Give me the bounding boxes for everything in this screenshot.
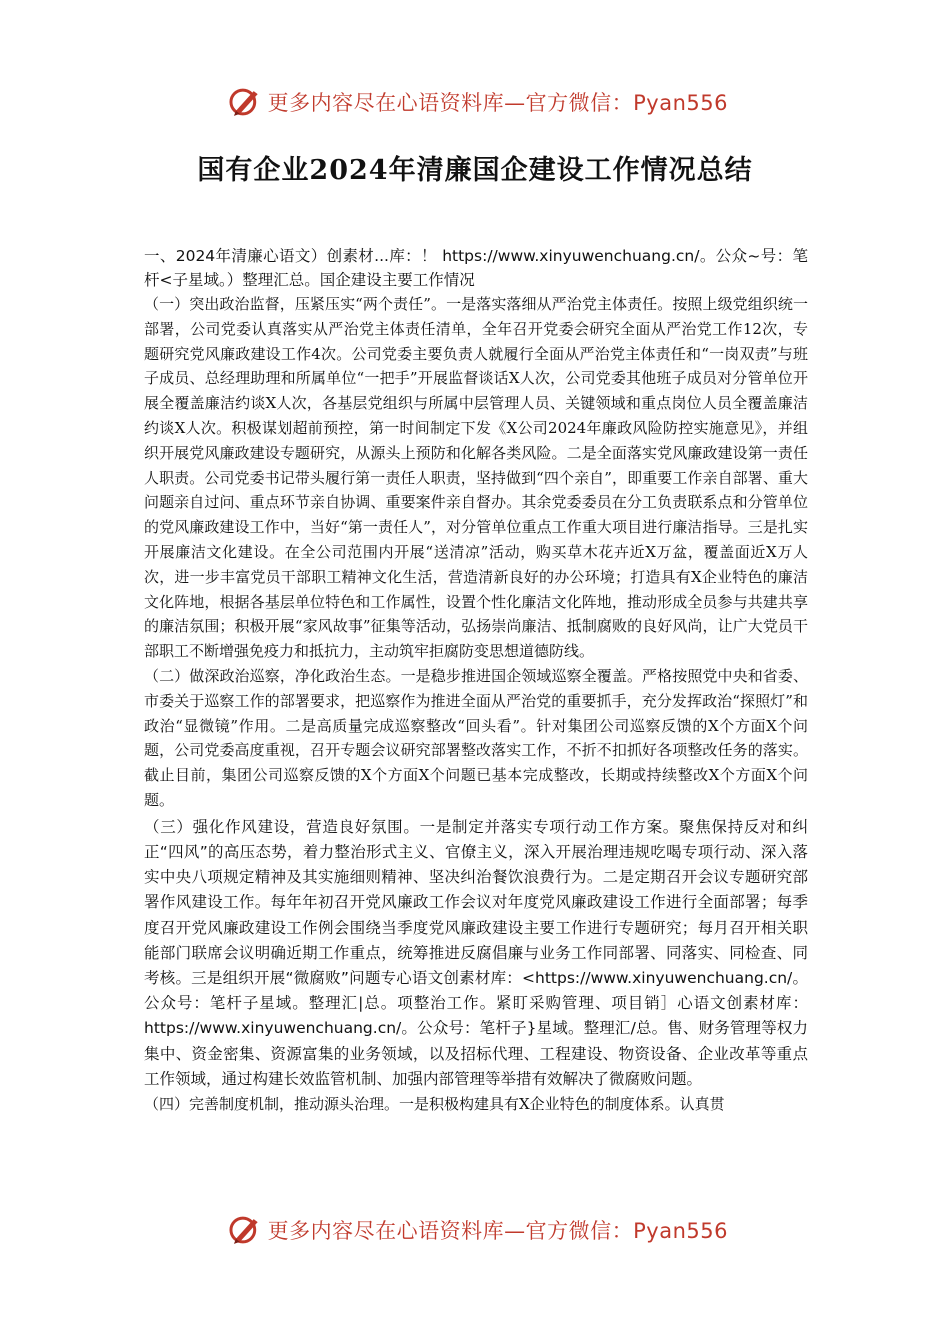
paragraph-1: （一）突出政治监督，压紧压实“两个责任”。一是落实落细从严治党主体责任。按照上级党组织统一部署，公司党委认真落实从严治党主体责任清单，全年召开党委会研究全面从严治党工作12次，专题研究党风廉政建设工作4次。公司党委主要负责人就履行全面从严治党主体责任和“一岗双责”与班子成员、总经理助理和所属单位“一把手”开展监督谈话X人次，公司党委其他班子成员对分管单位开展全覆盖廉洁约谈X人次，各基层党组织与所属中层管理人员、关键领域和重点岗位人员全覆盖廉洁约谈X人次。积极谋划超前预控，第一时间制定下发《X公司2024年廉政风险防控实施意见》，并组织开展党风廉政建设专题研究，从源头上预防和化解各类风险。二是全面落实党风廉政建设第一责任人职责。公司党委书记带头履行第一责任人职责，坚持做到“四个亲自”，即重要工作亲自部署、重大问题亲自过问、重点环节亲自协调、重要案件亲自督办。其余党委委员在分工负责联系点和分管单位的党风廉政建设工作中，当好“第一责任人”，对分管单位重点工作重大项目进行廉洁指导。三是扎实开展廉洁文化建设。在全公司范围内开展“送清凉”活动，购买草木花卉近X万盆，覆盖面近X万人次，进一步丰富党员干部职工精神文化生活，营造清新良好的办公环境；打造具有X企业特色的廉洁文化阵地，根据各基层单位特色和工作属性，设置个性化廉洁文化阵地，推动形成全员参与共建共享的廉洁氛围；积极开展“家风故事”征集等活动，弘扬崇尚廉洁、抵制腐败的良好风尚，让广大党员干部职工不断增强免疫力和抵抗力，主动筑牢拒腐防变思想道德防线。	[144, 295, 808, 661]
section-heading: 一、2024年清廉心语文）创素材...库：！ https://www.xinyuwenchuang.cn/。公众~号：笔杆<子星域。）整理汇总。国企建设主要工作情况	[144, 247, 808, 289]
banner-text: 更多内容尽在心语资料库—官方微信：Pyan556	[267, 1219, 728, 1243]
pen-logo-icon	[228, 1213, 262, 1247]
document-title: 国有企业2024年清廉国企建设工作情况总结	[197, 155, 753, 186]
header-watermark-banner	[228, 82, 728, 122]
paragraph-4: （四）完善制度机制，推动源头治理。一是积极构建具有X企业特色的制度体系。认真贯	[144, 1094, 725, 1113]
banner-text: 更多内容尽在心语资料库—官方微信：Pyan556	[267, 91, 728, 115]
document-body	[144, 244, 808, 1117]
paragraph-3: （三）强化作风建设，营造良好氛围。一是制定并落实专项行动工作方案。聚焦保持反对和纠正“四风”的高压态势，着力整治形式主义、官僚主义，深入开展治理违规吃喝专项行动、深入落实中央八项规定精神及其实施细则精神、坚决纠治餐饮浪费行为。二是定期召开会议专题研究部署作风建设工作。每年年初召开党风廉政工作会议对年度党风廉政建设工作进行全面部署；每季度召开党风廉政建设工作例会围绕当季度党风廉政建设主要工作进行专题研究；每月召开相关职能部门联席会议明确近期工作重点，统筹推进反腐倡廉与业务工作同部署、同落实、同检查、同考核。三是组织开展“微腐败”问题专心语文创素材库：<https://www.xinyuwenchuang.cn/。公众号：笔杆子星域。整理汇|总。项整治工作。紧盯采购管理、项目销］心语文创素材库：https://www.xinyuwenchuang.cn/。公众号：笔杆子}星域。整理汇/总。售、财务管理等权力集中、资金密集、资源富集的业务领域，以及招标代理、工程建设、物资设备、企业改革等重点工作领域，通过构建长效监管机制、加强内部管理等举措有效解决了微腐败问题。	[144, 817, 808, 1088]
pen-logo-icon	[228, 85, 262, 119]
paragraph-2: （二）做深政治巡察，净化政治生态。一是稳步推进国企领域巡察全覆盖。严格按照党中央和省委、市委关于巡察工作的部署要求，把巡察作为推进全面从严治党的重要抓手，充分发挥政治“探照灯”和政治“显微镜”作用。二是高质量完成巡察整改“回头看”。针对集团公司巡察反馈的X个方面X个问题，公司党委高度重视，召开专题会议研究部署整改落实工作，不折不扣抓好各项整改任务的落实。截止目前，集团公司巡察反馈的X个方面X个问题已基本完成整改，长期或持续整改X个方面X个问题。	[144, 666, 808, 809]
footer-watermark-banner	[228, 1210, 728, 1250]
